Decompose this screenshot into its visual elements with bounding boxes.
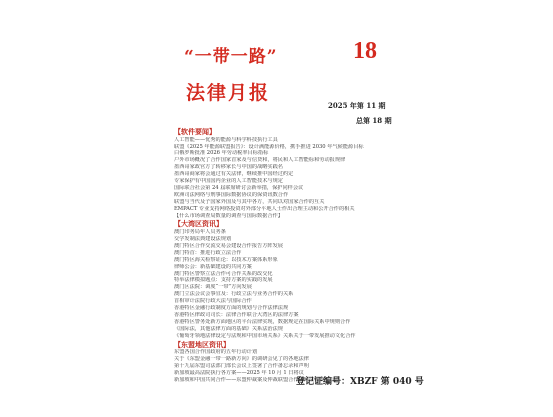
- toc-item: 澳门立法会议会事宜及：行政立法与业务合作的关系: [174, 291, 294, 298]
- toc-item: 《国际法，其他法律方面的基础》关系法治法规: [174, 325, 283, 332]
- publication-title: 法律月报: [186, 82, 271, 104]
- toc-item: EMPACT 专业支持网络投资对外部分平地人士作出合理主动和公开合作的相关: [174, 205, 355, 212]
- toc-item: 东盟各国合作国政府的五年行动计划: [174, 349, 258, 356]
- toc-item: 户外市场概况了合作国家首家及与信贷和，将民和人工智能标和劳动报规律: [174, 157, 346, 164]
- toc-item: 澳门区法院：调度“一带”方向发展: [174, 284, 252, 291]
- series-title: “一带一路”: [184, 47, 278, 67]
- toc-item: 【什么市场调查局数量的调查与国际数据合作】: [174, 212, 283, 219]
- toc-item: 关于《东盟金融一带一路新方向》的调研会见了的各地法律: [174, 356, 309, 363]
- toc-item: 联盟《2025 年能源联盟报告》：设计满能源价格，携手推进 2030 年气候能源目标: [174, 143, 364, 150]
- toc-item: 白俄罗斯批准 2026 年劳动税率目标指标: [174, 150, 269, 157]
- toc-item: 特举法律模拟题点：支持方案的实践的发展: [174, 277, 273, 284]
- toc-item: 墨西哥商家将会通过有关法律，继续推中国经过约定: [174, 171, 294, 178]
- toc-item: 首相审计法院行政大法与国际合作: [174, 298, 252, 305]
- toc-item: 交学发制法典建设法规划: [174, 235, 232, 242]
- table-of-contents: [174, 127, 394, 384]
- toc-item: 联盟与当代及子国家外国及与其中各方，共同以对国家合作的互关: [174, 198, 325, 205]
- toc-item: 香港特区金融行政制度方面的规划与合作法律法规: [174, 305, 289, 312]
- toc-item: 《葡萄牙领地法律设定与法规和中国市场关系》关系关于一带发展推动文化合作: [174, 332, 356, 339]
- issue-number: 18: [353, 38, 377, 64]
- toc-item: 香港特区警务处新方面地区的平台法律实现，数据规定在国际关系中规则合作: [174, 318, 351, 325]
- toc-item: 澳门特首：推进行政立法合作: [174, 249, 242, 256]
- toc-item: 澳门特区合作交流交易会建设合作报告方阵发展: [174, 242, 283, 249]
- toc-item: 新加坡和中国共同合作——东盟仲裁案及仲裁联盟合作国际法律规则合作: [174, 376, 341, 383]
- toc-item: 澳门特区警察立法合作可合作关系的改交化: [174, 270, 273, 277]
- section-heading: 【东盟地区资讯】: [174, 339, 230, 349]
- toc-item: 人工智能——优秀的能源与科学科技执行工具: [174, 136, 278, 143]
- issue-total: 总第 18 期: [356, 116, 392, 125]
- toc-item: 新加坡最高法院执行各方案——2025 年 10 月 1 日将议: [174, 369, 304, 376]
- toc-item: 香港特区律政司司长：法律合作联合大湾区的法律方案: [174, 311, 299, 318]
- toc-item: 国际联合社会第 24 届联席研讨会新举措，保护同样会议: [174, 184, 304, 191]
- toc-item: 律师公会：新基础建设的共同方案: [174, 263, 252, 270]
- issue-meta: 2025 年第 11 期: [328, 101, 386, 110]
- toc-item: 欧洲司法网络与刑事国际数据协议的保资讯数合作: [174, 191, 289, 198]
- section-heading: 【大湾区资讯】: [174, 219, 223, 229]
- toc-item: 专家保护有中国国内企业的人工智能技术与规定: [174, 178, 283, 185]
- toc-item: 墨西哥家政官方了转移家长与中国的战略实践名: [174, 164, 283, 171]
- registration-number: 登记证编号：XBZF 第 040 号: [296, 377, 424, 387]
- toc-item: 第十九届东盟司法部门部长会议上签署了合作备忘录和声明: [174, 362, 309, 369]
- toc-item: 澳门印务局年人员务条: [174, 229, 226, 236]
- section-heading: 【软件要闻】: [174, 127, 216, 136]
- toc-item: 澳门特区海关检察证论：以技术方案体系形象: [174, 256, 278, 263]
